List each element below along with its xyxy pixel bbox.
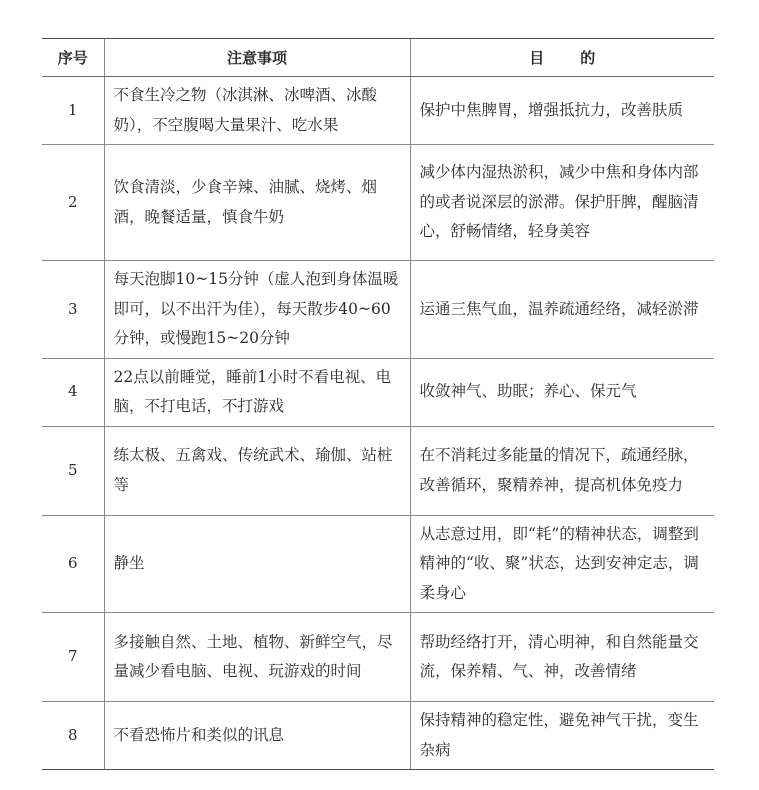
row-number: 1 [42, 77, 104, 145]
row-goal: 保持精神的稳定性，避免神气干扰，变生杂病 [410, 702, 714, 770]
row-note: 多接触自然、土地、植物、新鲜空气，尽量减少看电脑、电视、玩游戏的时间 [104, 613, 410, 702]
table-row [42, 77, 714, 145]
row-number: 4 [42, 358, 104, 426]
table-row [42, 613, 714, 702]
table-row [42, 145, 714, 261]
row-goal: 运通三焦气血，温养疏通经络，减轻淤滞 [410, 261, 714, 359]
row-goal: 帮助经络打开，清心明神，和自然能量交流，保养精、气、神，改善情绪 [410, 613, 714, 702]
table-row [42, 261, 714, 359]
row-note: 静坐 [104, 515, 410, 613]
row-note: 饮食清淡，少食辛辣、油腻、烧烤、烟酒，晚餐适量，慎食牛奶 [104, 145, 410, 261]
row-number: 7 [42, 613, 104, 702]
health-notes-table [42, 38, 714, 770]
row-goal: 收敛神气、助眠；养心、保元气 [410, 358, 714, 426]
row-number: 2 [42, 145, 104, 261]
row-note: 每天泡脚10~15分钟（虚人泡到身体温暖即可，以不出汗为佳），每天散步40~60分钟，或慢跑15~20分钟 [104, 261, 410, 359]
table-header-row [42, 39, 714, 77]
row-number: 8 [42, 702, 104, 770]
row-goal: 保护中焦脾胃，增强抵抗力，改善肤质 [410, 77, 714, 145]
table-row [42, 515, 714, 613]
row-goal: 减少体内湿热淤积，减少中焦和身体内部的或者说深层的淤滞。保护肝脾，醒脑清心，舒畅情绪，轻身美容 [410, 145, 714, 261]
header-goal: 目的 [410, 39, 714, 77]
row-note: 练太极、五禽戏、传统武术、瑜伽、站桩等 [104, 426, 410, 515]
row-number: 3 [42, 261, 104, 359]
row-goal: 从志意过用，即“耗”的精神状态，调整到精神的“收、聚”状态，达到安神定志，调柔身心 [410, 515, 714, 613]
table-row [42, 426, 714, 515]
header-note: 注意事项 [104, 39, 410, 77]
table-row [42, 702, 714, 770]
row-number: 5 [42, 426, 104, 515]
header-number: 序号 [42, 39, 104, 77]
row-note: 不食生冷之物（冰淇淋、冰啤酒、冰酸奶），不空腹喝大量果汁、吃水果 [104, 77, 410, 145]
row-note: 不看恐怖片和类似的讯息 [104, 702, 410, 770]
document-page [42, 38, 714, 770]
row-number: 6 [42, 515, 104, 613]
row-note: 22点以前睡觉，睡前1小时不看电视、电脑，不打电话，不打游戏 [104, 358, 410, 426]
table-row [42, 358, 714, 426]
row-goal: 在不消耗过多能量的情况下，疏通经脉，改善循环，聚精养神，提高机体免疫力 [410, 426, 714, 515]
